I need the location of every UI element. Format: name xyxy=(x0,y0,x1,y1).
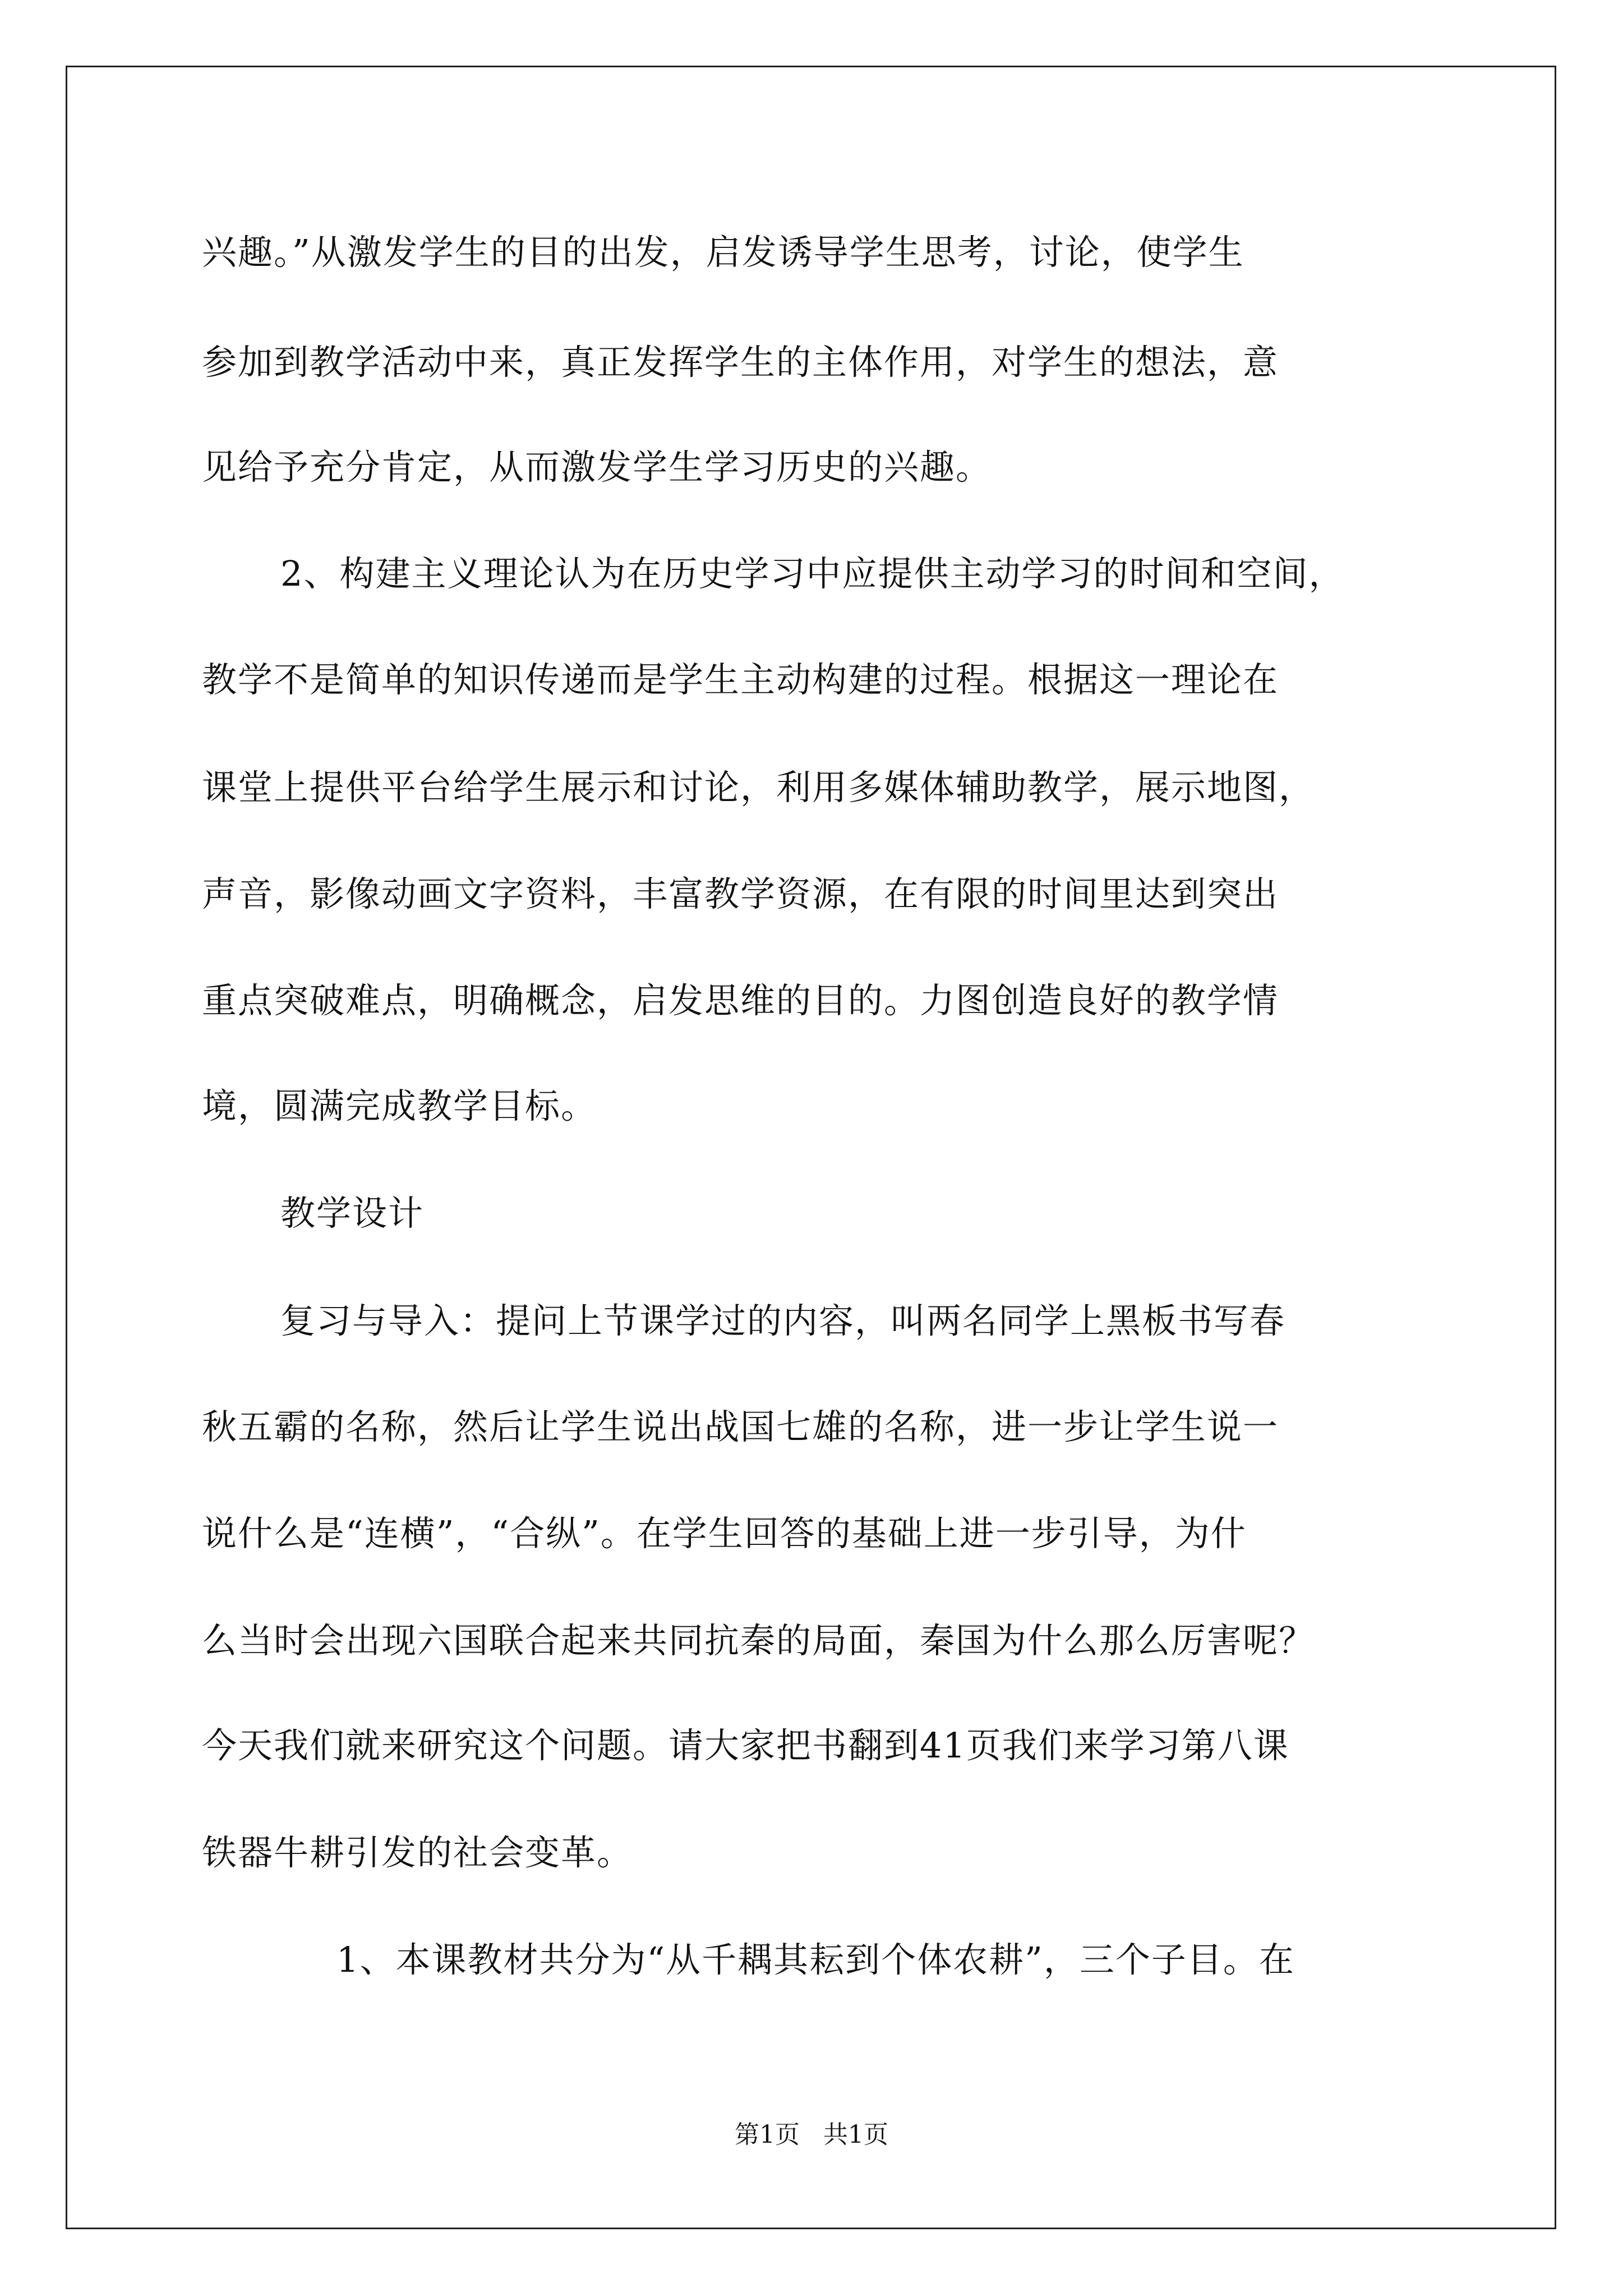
text-line: 秋五霸的名称，然后让学生说出战国七雄的名称，进一步让学生说一 xyxy=(202,1406,1279,1447)
text-line: 么当时会出现六国联合起来共同抗秦的局面，秦国为什么那么厉害呢？ xyxy=(202,1620,1315,1661)
page-border xyxy=(66,66,1556,2229)
text-line: 参加到教学活动中来，真正发挥学生的主体作用，对学生的想法，意 xyxy=(202,342,1279,383)
text-line: 境，圆满完成教学目标。 xyxy=(202,1085,597,1126)
text-line: 见给予充分肯定，从而激发学生学习历史的兴趣。 xyxy=(202,447,992,487)
text-line: 复习与导入：提问上节课学过的内容，叫两名同学上黑板书写春 xyxy=(280,1300,1286,1341)
text-line: 课堂上提供平台给学生展示和讨论，利用多媒体辅助教学，展示地图， xyxy=(202,767,1315,808)
text-line: 2、构建主义理论认为在历史学习中应提供主动学习的时间和空间， xyxy=(280,553,1345,594)
text-line: 今天我们就来研究这个问题。请大家把书翻到41页我们来学习第八课 xyxy=(202,1725,1289,1766)
text-line: 铁器牛耕引发的社会变革。 xyxy=(202,1832,633,1873)
text-line: 重点突破难点，明确概念，启发思维的目的。力图创造良好的教学情 xyxy=(202,980,1279,1021)
text-line: 1、本课教材共分为“从千耦其耘到个体农耕”，三个子目。在 xyxy=(336,1939,1295,1980)
section-heading: 教学设计 xyxy=(280,1193,425,1234)
text-line: 兴趣。”从激发学生的目的出发，启发诱导学生思考，讨论，使学生 xyxy=(202,232,1244,273)
text-line: 说什么是“连横”，“合纵”。在学生回答的基础上进一步引导，为什 xyxy=(202,1513,1247,1554)
text-line: 教学不是简单的知识传递而是学生主动构建的过程。根据这一理论在 xyxy=(202,659,1279,700)
page-number-footer: 第1页 共1页 xyxy=(735,2120,888,2149)
text-line: 声音，影像动画文字资料，丰富教学资源，在有限的时间里达到突出 xyxy=(202,873,1279,914)
